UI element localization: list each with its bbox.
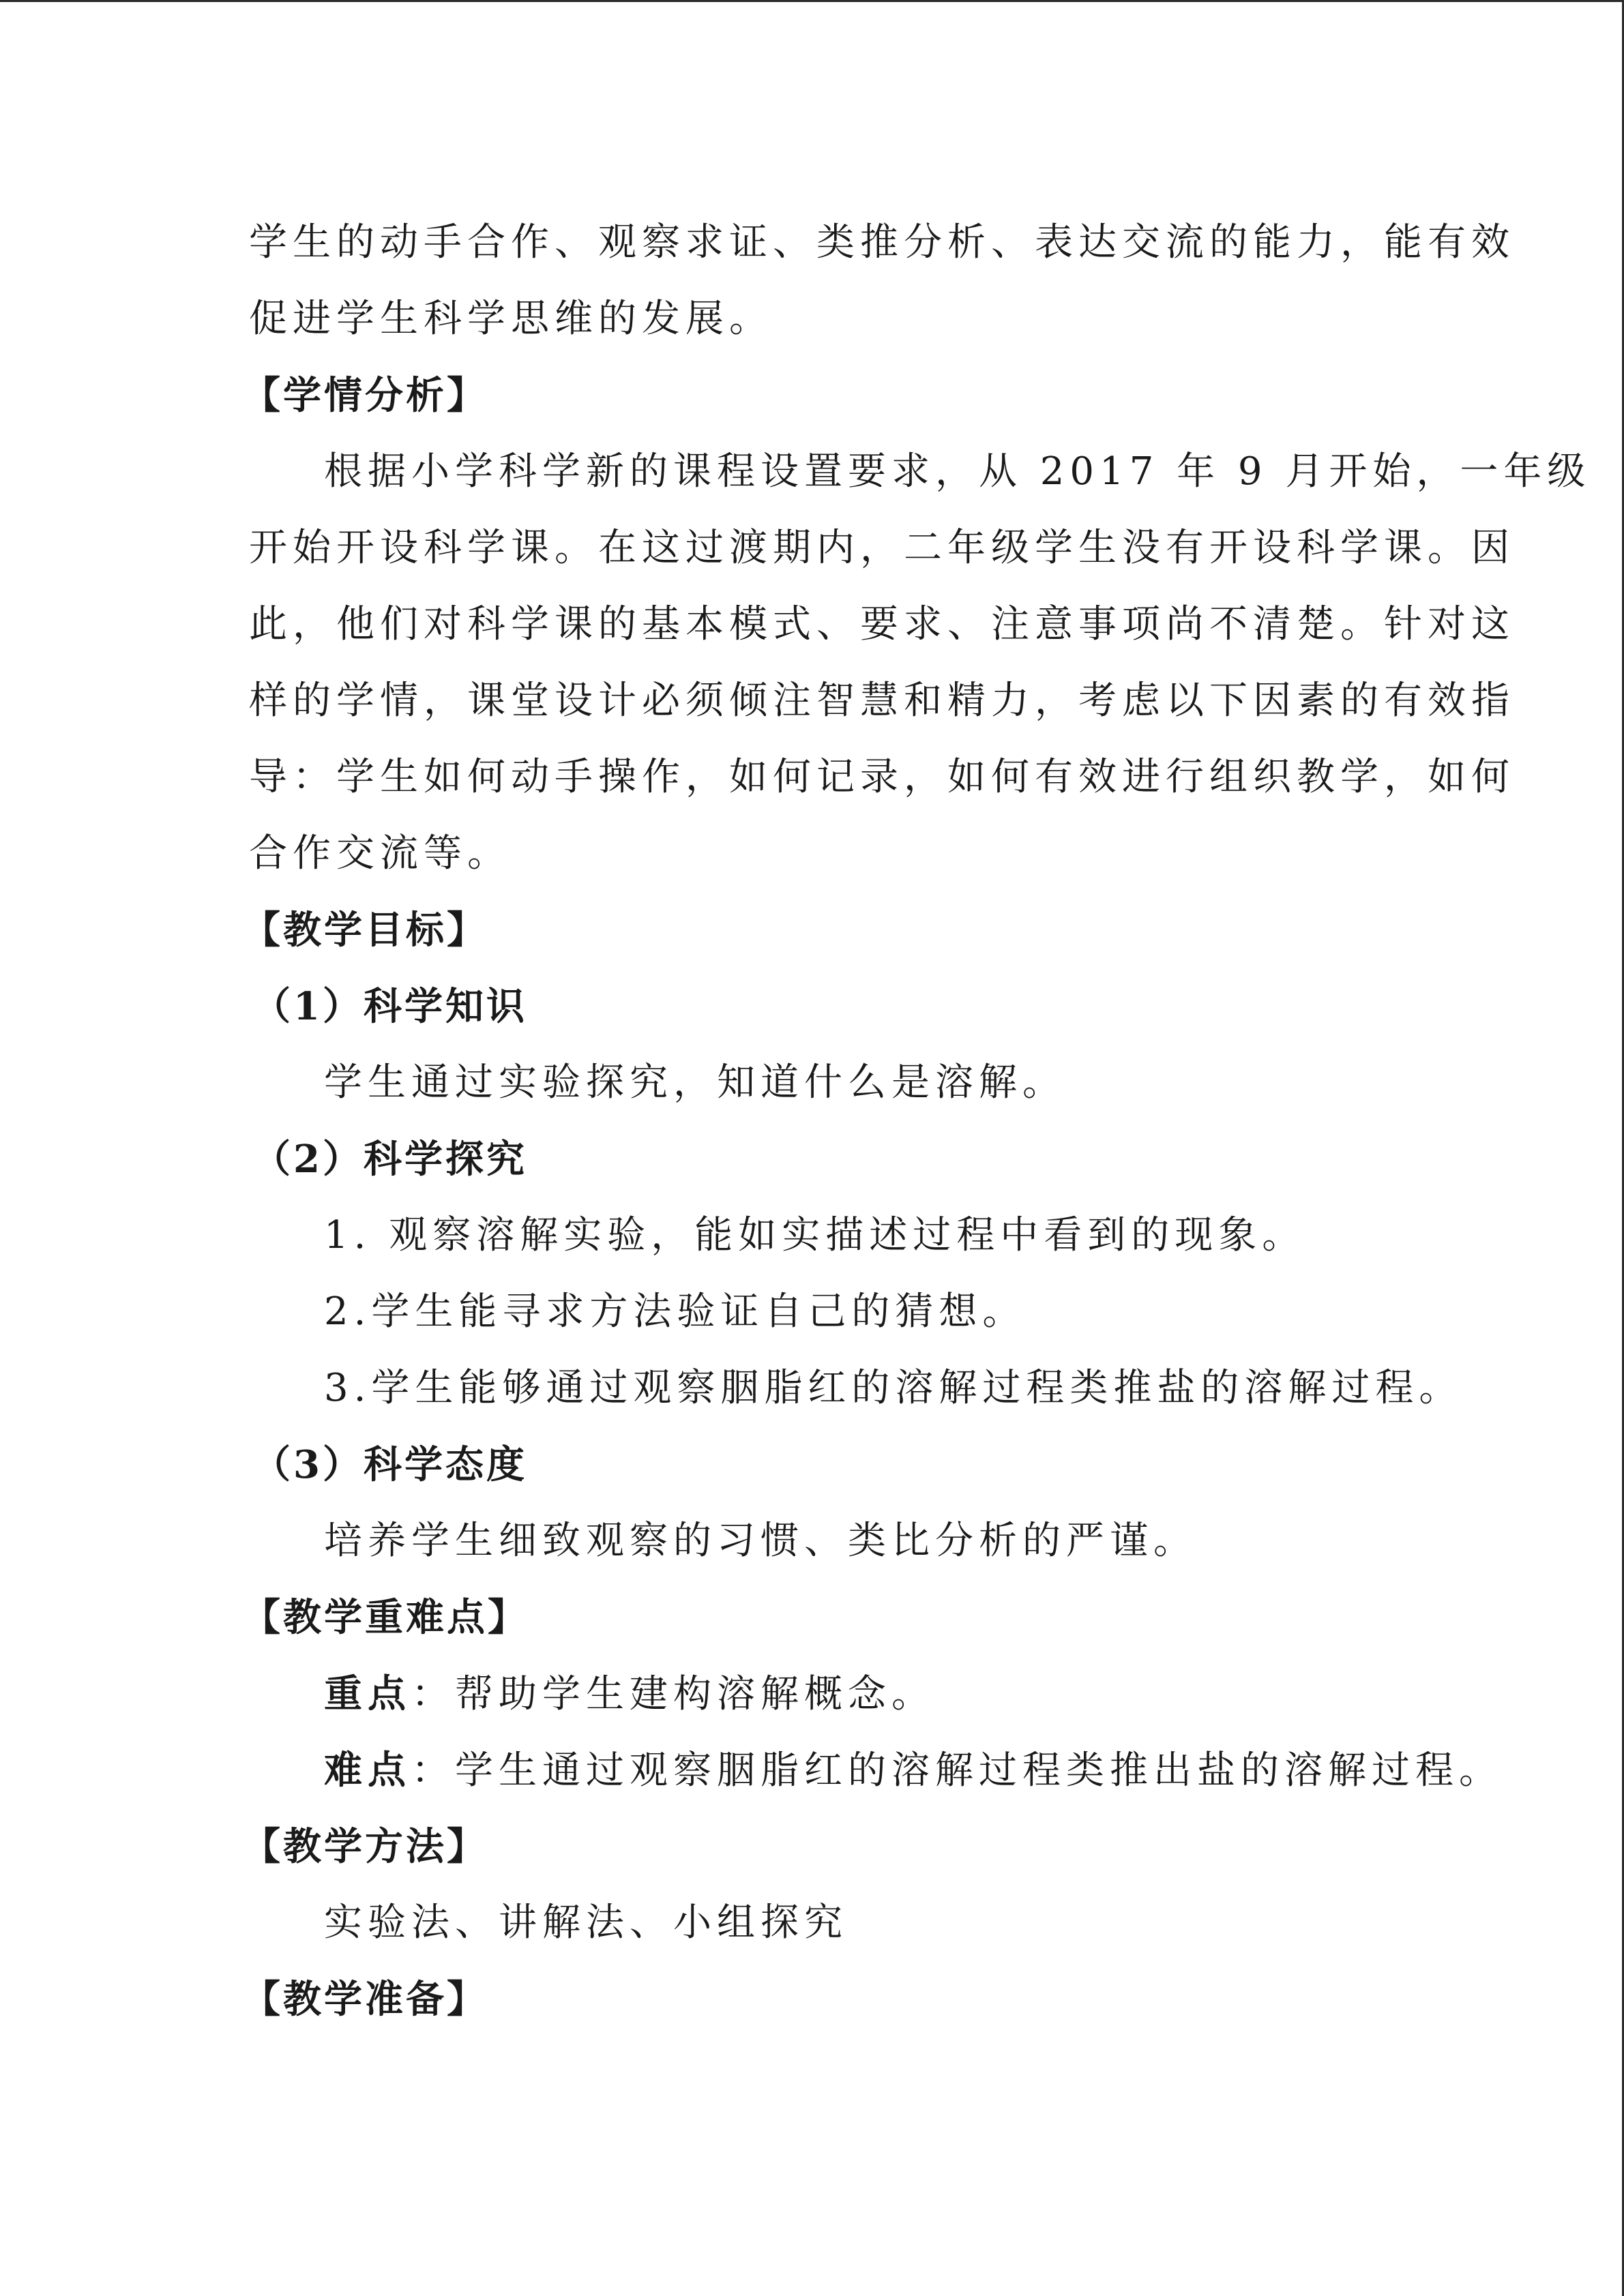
goal-knowledge-text: 学生通过实验探究，知道什么是溶解。 [324,1060,1066,1105]
goal-inquiry-item-3: 3.学生能够通过观察胭脂红的溶解过程类推盐的溶解过程。 [324,1366,1463,1410]
goal-attitude-text: 培养学生细致观察的习惯、类比分析的严谨。 [324,1519,1197,1563]
difficulty-label: 难点 [324,1748,411,1793]
key-point-focus [324,1671,935,1716]
top-border-line [0,0,1624,2]
teaching-goals-heading: 【教学目标】 [242,908,488,953]
difficulty-text: ：学生通过观察胭脂红的溶解过程类推出盐的溶解过程。 [411,1748,1503,1793]
key-point-difficulty [324,1748,1503,1793]
methods-heading: 【教学方法】 [242,1824,488,1869]
learning-analysis-line-5: 导：学生如何动手操作，如何记录，如何有效进行组织教学，如何 [249,755,1515,799]
learning-analysis-line-1: 根据小学科学新的课程设置要求，从 2017 年 9 月开始，一年级 [324,449,1591,494]
learning-analysis-line-6: 合作交流等。 [249,831,511,876]
goal-inquiry-item-2: 2.学生能寻求方法验证自己的猜想。 [324,1289,1027,1334]
learning-analysis-line-3: 此，他们对科学课的基本模式、要求、注意事项尚不清楚。针对这 [249,602,1515,646]
key-points-heading: 【教学重难点】 [242,1595,529,1640]
focus-label: 重点 [324,1671,411,1716]
intro-line-1: 学生的动手合作、观察求证、类推分析、表达交流的能力，能有效 [249,220,1515,265]
focus-text: ：帮助学生建构溶解概念。 [411,1672,935,1716]
preparation-heading: 【教学准备】 [242,1977,488,2022]
learning-analysis-line-2: 开始开设科学课。在这过渡期内，二年级学生没有开设科学课。因 [249,526,1515,570]
learning-analysis-line-4: 样的学情，课堂设计必须倾注智慧和精力，考虑以下因素的有效指 [249,679,1515,723]
goal-knowledge-title: （1）科学知识 [252,984,527,1029]
learning-analysis-heading: 【学情分析】 [242,373,488,418]
methods-text: 实验法、讲解法、小组探究 [324,1900,848,1945]
goal-inquiry-item-1: 1. 观察溶解实验，能如实描述过程中看到的现象。 [324,1213,1306,1257]
intro-line-2: 促进学生科学思维的发展。 [249,297,773,341]
goal-attitude-title: （3）科学态度 [252,1442,527,1487]
goal-inquiry-title: （2）科学探究 [252,1137,527,1182]
